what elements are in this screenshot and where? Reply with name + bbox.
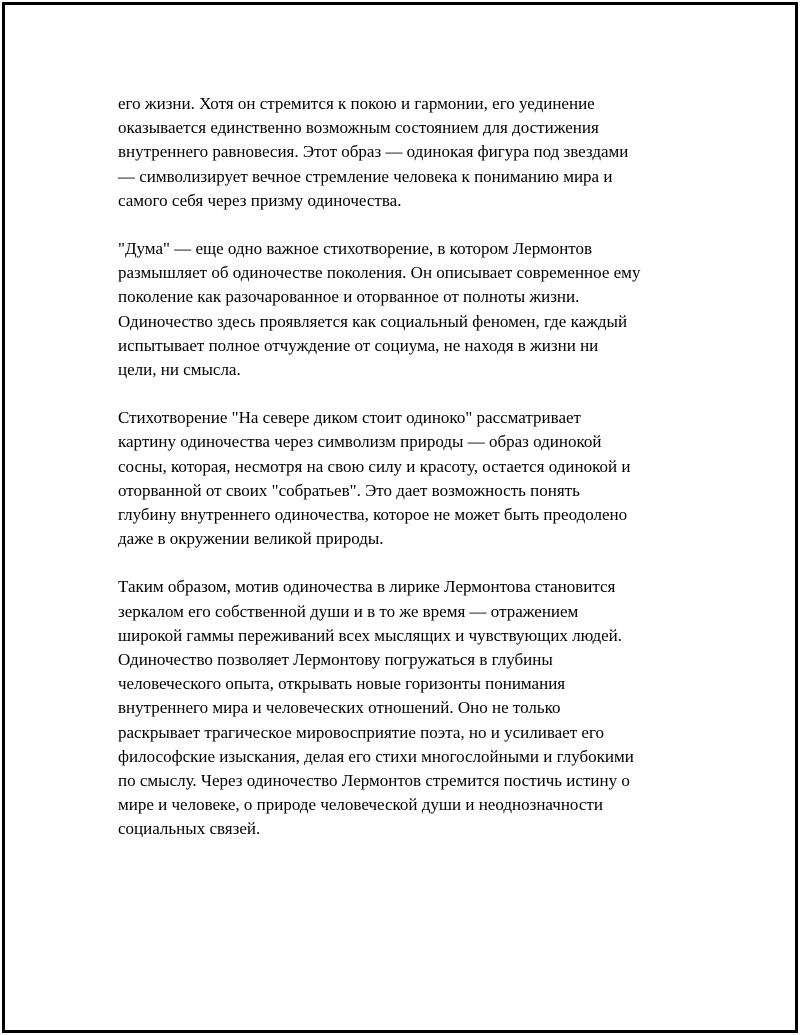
text-line: внутреннего мира и человеческих отношений. Оно не только	[118, 698, 561, 718]
text-line: по смыслу. Через одиночество Лермонтов стремится постичь истину о	[118, 771, 630, 791]
paragraph-3	[118, 406, 698, 551]
text-line: Одиночество позволяет Лермонтову погружаться в глубины	[118, 650, 553, 670]
text-line: "Дума" — еще одно важное стихотворение, в котором Лермонтов	[118, 239, 593, 259]
text-line: человеческого опыта, открывать новые горизонты понимания	[118, 674, 566, 694]
text-line: зеркалом его собственной души и в то же время — отражением	[118, 601, 579, 621]
text-line: оказывается единственно возможным состоянием для достижения	[118, 118, 599, 138]
text-line: философские изыскания, делая его стихи многослойными и глубокими	[118, 746, 634, 766]
text-line: размышляет об одиночестве поколения. Он описывает современное ему	[118, 263, 641, 283]
text-line: цели, ни смысла.	[118, 360, 241, 380]
text-line: его жизни. Хотя он стремится к покою и гармонии, его уединение	[118, 94, 595, 113]
text-line: широкой гаммы переживаний всех мыслящих и чувствующих людей.	[118, 625, 623, 645]
text-line: глубину внутреннего одиночества, которое не может быть преодолено	[118, 505, 628, 525]
text-line: Одиночество здесь проявляется как социальный феномен, где каждый	[118, 311, 628, 331]
document-body	[118, 92, 698, 866]
text-line: Таким образом, мотив одиночества в лирике Лермонтова становится	[118, 577, 616, 597]
text-line: оторванной от своих "собратьев". Это дает возможность понять	[118, 480, 580, 500]
text-line: поколение как разочарованное и оторванное от полноты жизни.	[118, 287, 580, 307]
paragraph-4	[118, 575, 698, 841]
text-line: испытывает полное отчуждение от социума, не находя в жизни ни	[118, 335, 599, 355]
text-line: Стихотворение "На севере диком стоит одиноко" рассматривает	[118, 408, 581, 428]
text-line: — символизирует вечное стремление человека к пониманию мира и	[118, 166, 613, 186]
text-line: картину одиночества через символизм природы — образ одинокой	[118, 432, 602, 452]
text-line: самого себя через призму одиночества.	[118, 190, 402, 210]
paragraph-2	[118, 237, 698, 382]
text-line: внутреннего равновесия. Этот образ — одинокая фигура под звездами	[118, 142, 629, 162]
text-line: сосны, которая, несмотря на свою силу и красоту, остается одинокой и	[118, 456, 631, 476]
text-line: раскрывает трагическое мировосприятие поэта, но и усиливает его	[118, 722, 605, 742]
text-line: мире и человеке, о природе человеческой души и неоднозначности	[118, 795, 603, 815]
text-line: социальных связей.	[118, 819, 261, 839]
paragraph-1	[118, 92, 698, 213]
text-line: даже в окружении великой природы.	[118, 529, 384, 549]
